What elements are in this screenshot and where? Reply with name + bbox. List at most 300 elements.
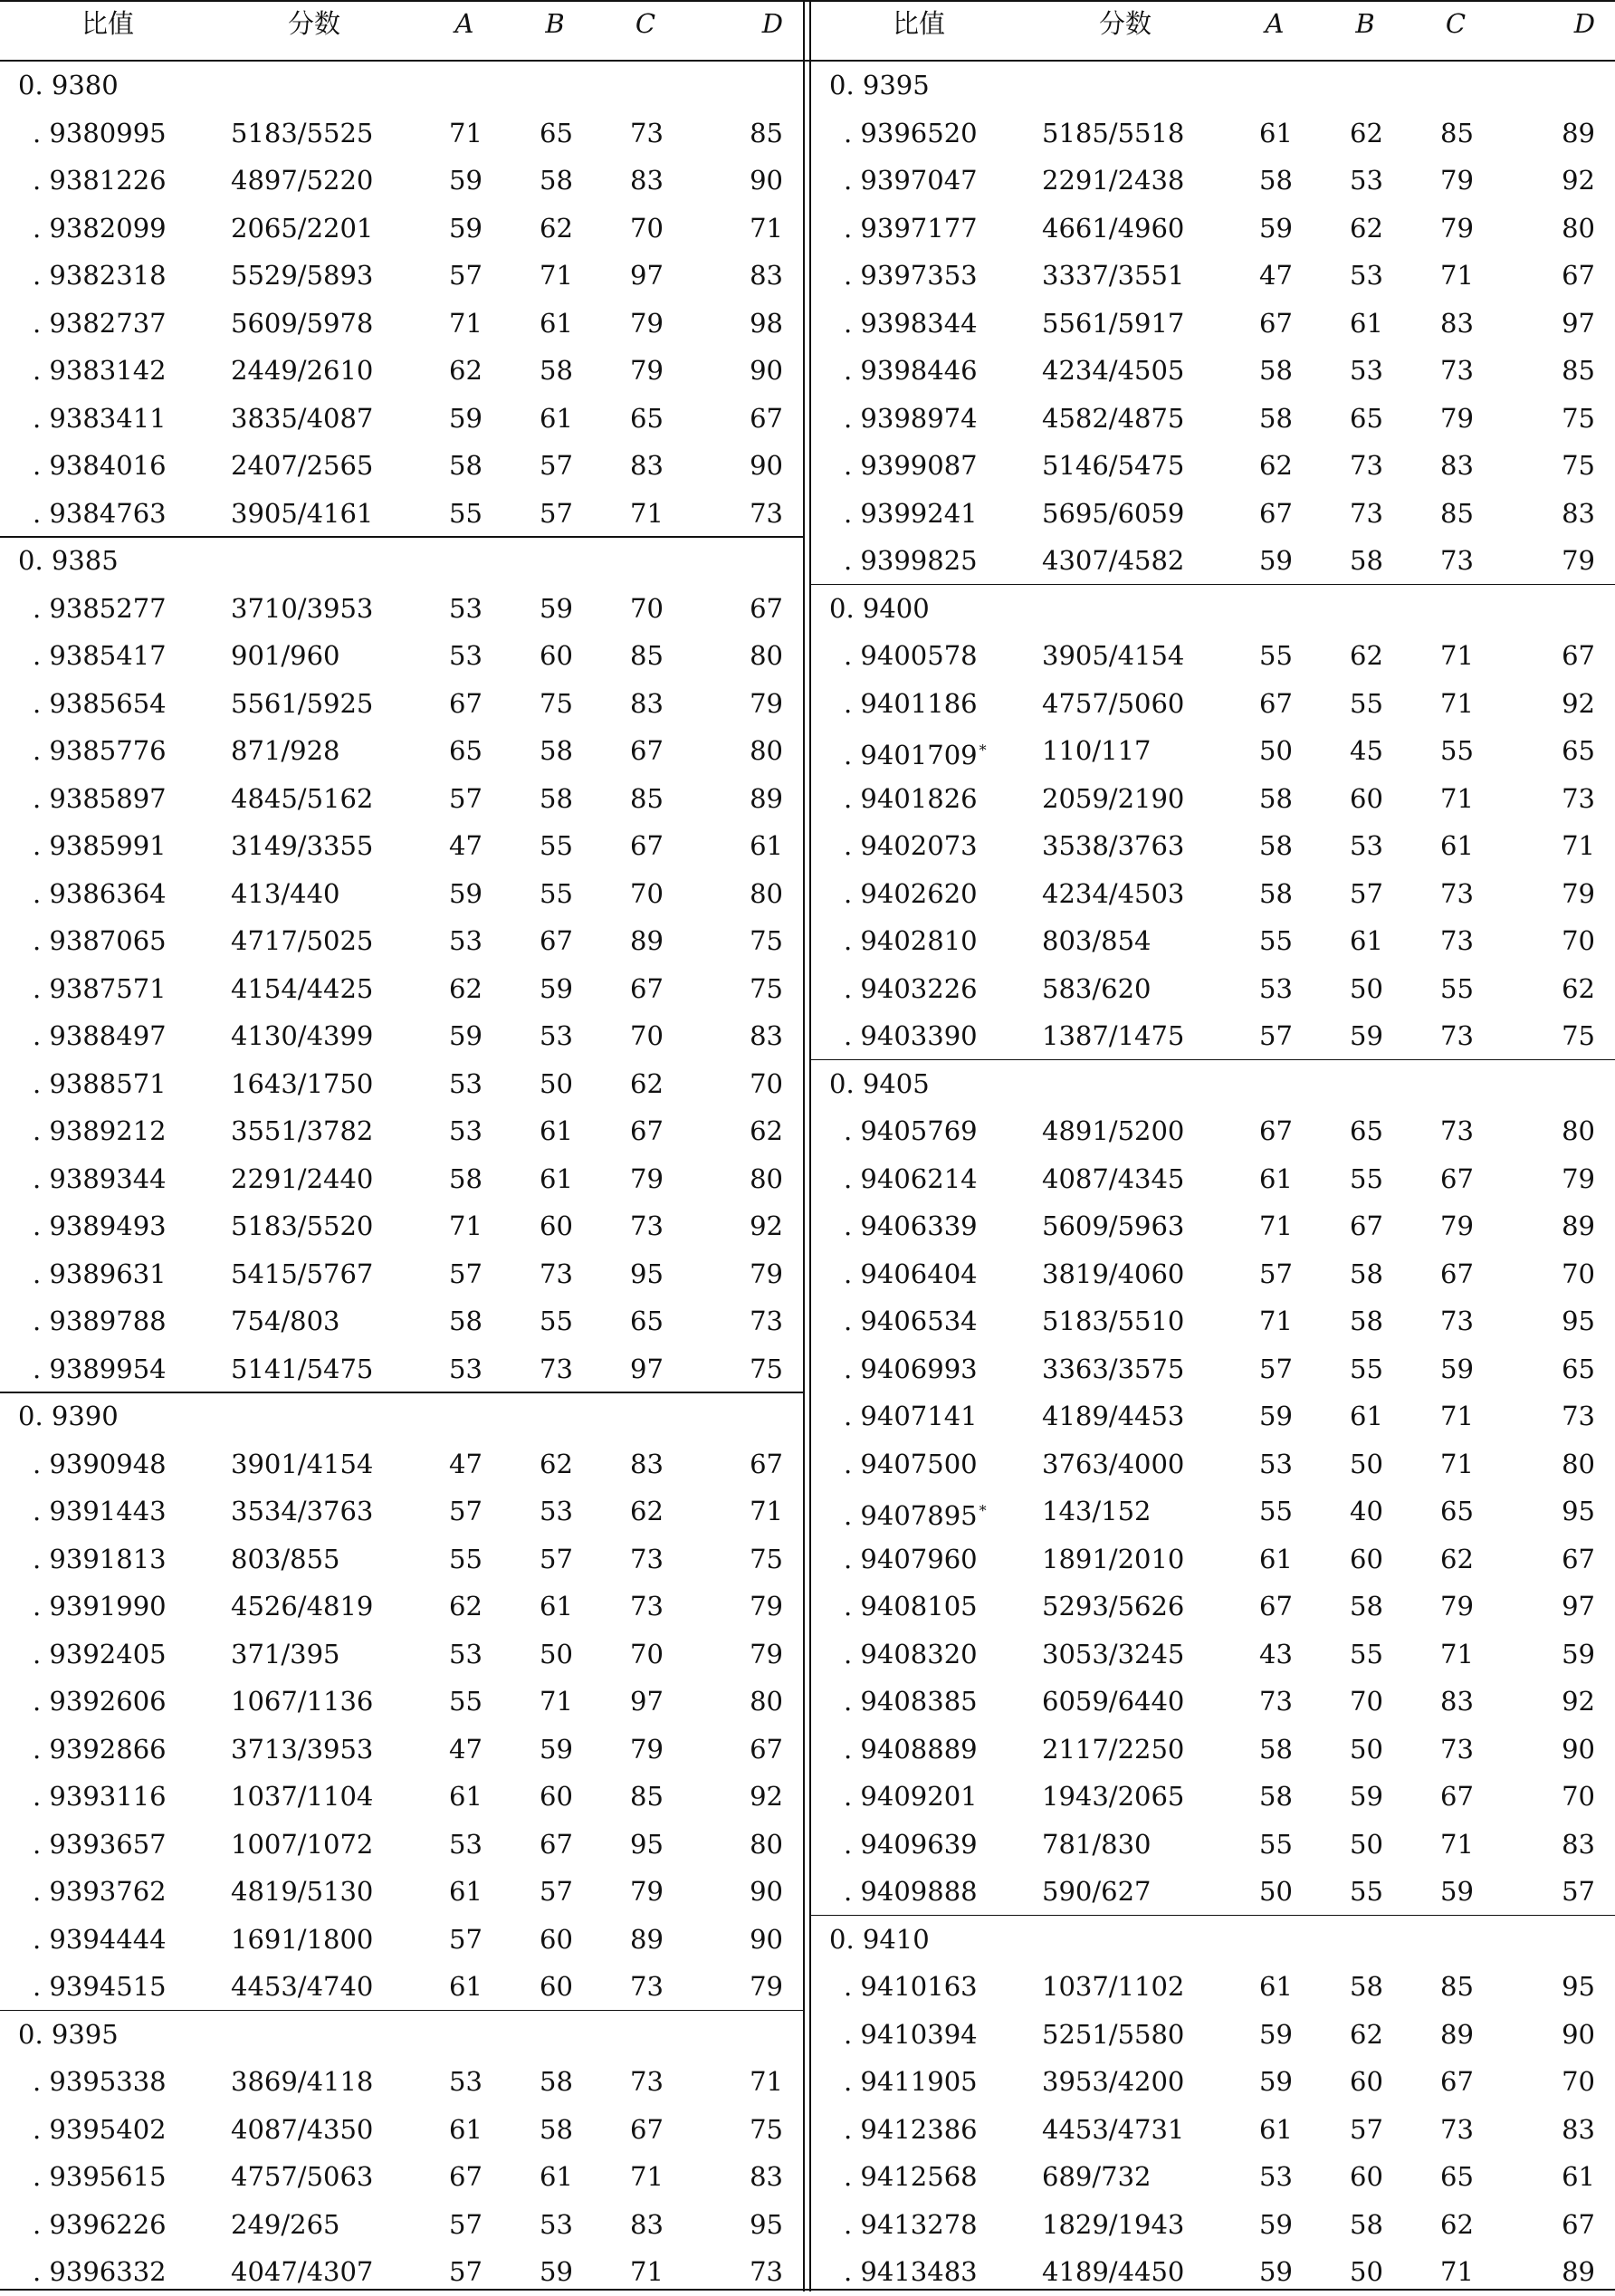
b-cell: 57 — [540, 497, 573, 529]
center-double-rule-left — [803, 0, 805, 2291]
asterisk-mark: * — [979, 1502, 987, 1519]
table-row — [811, 775, 1615, 823]
d-cell: 90 — [750, 165, 783, 196]
table-row — [0, 110, 803, 158]
fraction-cell: 143/152 — [1042, 1496, 1152, 1526]
c-cell: 73 — [1440, 2113, 1474, 2145]
c-cell: 83 — [630, 450, 664, 481]
a-cell: 58 — [1259, 402, 1293, 434]
ratio-value: . 9389493 — [33, 1210, 167, 1241]
ratio-value: . 9393657 — [33, 1828, 167, 1860]
table-row — [811, 965, 1615, 1013]
a-cell: 57 — [449, 782, 483, 814]
ratio-cell — [844, 2058, 978, 2106]
b-cell: 58 — [540, 165, 573, 196]
c-cell: 67 — [1440, 1781, 1474, 1812]
c-cell: 95 — [630, 1258, 664, 1289]
table-row — [811, 1392, 1615, 1440]
table-row — [0, 727, 803, 775]
d-cell: 71 — [750, 1496, 783, 1526]
ratio-value: . 9398446 — [844, 355, 978, 386]
header-ratio: 比值 — [81, 8, 135, 39]
c-cell: 71 — [1440, 1401, 1474, 1431]
header-d: D — [1573, 8, 1595, 39]
fraction-cell: 2117/2250 — [1042, 1733, 1185, 1765]
a-cell: 55 — [1259, 640, 1293, 671]
b-cell: 55 — [1350, 1353, 1383, 1384]
ratio-cell — [829, 1060, 930, 1108]
c-cell: 62 — [1440, 2208, 1474, 2240]
b-cell: 59 — [1350, 1020, 1383, 1051]
b-cell: 53 — [1350, 165, 1383, 196]
ratio-value: . 9403390 — [844, 1020, 978, 1051]
d-cell: 85 — [750, 117, 783, 148]
table-row — [0, 1868, 803, 1916]
fraction-cell: 4047/4307 — [231, 2256, 374, 2287]
a-cell: 62 — [449, 1591, 483, 1622]
a-cell: 59 — [449, 165, 483, 196]
ratio-value: . 9387571 — [33, 972, 167, 1004]
b-cell: 53 — [540, 1020, 573, 1051]
b-cell: 71 — [540, 260, 573, 291]
a-cell: 57 — [449, 260, 483, 291]
ratio-value: . 9386364 — [33, 877, 167, 909]
ratio-cell — [844, 347, 978, 395]
ratio-value: . 9380995 — [33, 117, 167, 148]
a-cell: 73 — [1259, 1686, 1293, 1717]
fraction-cell: 5251/5580 — [1042, 2018, 1185, 2050]
ratio-cell — [844, 1726, 978, 1774]
ratio-cell — [33, 632, 167, 680]
fraction-cell: 5561/5917 — [1042, 307, 1185, 339]
ratio-value: . 9407895 — [844, 1500, 978, 1531]
ratio-value: . 9396332 — [33, 2256, 167, 2287]
fraction-cell: 590/627 — [1042, 1876, 1152, 1907]
ratio-cell — [33, 300, 167, 348]
c-cell: 70 — [630, 592, 664, 624]
a-cell: 57 — [449, 1496, 483, 1526]
fraction-cell: 4897/5220 — [231, 165, 374, 196]
ratio-value: . 9405769 — [844, 1115, 978, 1146]
ratio-cell — [33, 1535, 167, 1583]
fraction-cell: 371/395 — [231, 1638, 340, 1669]
c-cell: 79 — [1440, 1210, 1474, 1241]
table-row — [811, 1297, 1615, 1345]
table-row — [0, 1297, 803, 1345]
ratio-cell — [33, 205, 167, 253]
ratio-cell — [33, 585, 167, 633]
a-cell: 57 — [449, 2208, 483, 2240]
fraction-cell: 4234/4505 — [1042, 355, 1185, 386]
ratio-cell — [844, 537, 978, 585]
b-cell: 57 — [540, 450, 573, 481]
ratio-cell — [33, 1868, 167, 1916]
header-a: A — [454, 8, 474, 39]
group-heading-row — [0, 1392, 803, 1440]
d-cell: 92 — [1562, 165, 1595, 196]
fraction-cell: 781/830 — [1042, 1828, 1152, 1860]
c-cell: 55 — [1440, 735, 1474, 766]
a-cell: 55 — [1259, 1496, 1293, 1526]
d-cell: 95 — [750, 2208, 783, 2240]
table-row — [0, 585, 803, 633]
fraction-cell: 2407/2565 — [231, 450, 374, 481]
fraction-cell: 754/803 — [231, 1306, 340, 1336]
group-heading-row — [811, 1060, 1615, 1108]
a-cell: 47 — [1259, 260, 1293, 291]
a-cell: 71 — [1259, 1210, 1293, 1241]
d-cell: 85 — [1562, 355, 1595, 386]
c-cell: 73 — [1440, 1306, 1474, 1336]
ratio-value: . 9384763 — [33, 497, 167, 529]
a-cell: 65 — [449, 735, 483, 766]
table-row — [811, 2248, 1615, 2296]
ratio-value: . 9388497 — [33, 1020, 167, 1051]
ratio-value: . 9407960 — [844, 1543, 978, 1574]
b-cell: 45 — [1350, 735, 1383, 766]
fraction-cell: 5185/5518 — [1042, 117, 1185, 148]
ratio-cell — [33, 870, 167, 918]
fraction-cell: 5529/5893 — [231, 260, 374, 291]
c-cell: 67 — [1440, 1162, 1474, 1194]
c-cell: 83 — [1440, 1686, 1474, 1717]
table-row — [811, 537, 1615, 585]
table-row — [811, 252, 1615, 300]
b-cell: 50 — [1350, 972, 1383, 1004]
a-cell: 59 — [1259, 2066, 1293, 2097]
ratio-cell — [18, 537, 119, 585]
c-cell: 71 — [1440, 1828, 1474, 1860]
b-cell: 60 — [540, 1971, 573, 2002]
ratio-value: . 9391443 — [33, 1496, 167, 1526]
ratio-value: . 9406339 — [844, 1210, 978, 1241]
ratio-value: . 9391990 — [33, 1591, 167, 1622]
d-cell: 79 — [750, 1258, 783, 1289]
table-row — [0, 2248, 803, 2296]
c-cell: 73 — [1440, 877, 1474, 909]
c-cell: 73 — [1440, 355, 1474, 386]
d-cell: 89 — [1562, 2256, 1595, 2287]
c-cell: 67 — [630, 1115, 664, 1146]
ratio-value: . 9406214 — [844, 1162, 978, 1194]
a-cell: 59 — [1259, 2018, 1293, 2050]
ratio-cell — [844, 1012, 978, 1060]
c-cell: 85 — [1440, 1971, 1474, 2002]
fraction-cell: 4757/5063 — [231, 2161, 374, 2192]
d-cell: 62 — [750, 1115, 783, 1146]
ratio-cell — [33, 1916, 167, 1964]
b-cell: 40 — [1350, 1496, 1383, 1526]
ratio-cell — [844, 1250, 978, 1298]
d-cell: 80 — [750, 640, 783, 671]
ratio-cell — [844, 1821, 978, 1869]
fraction-cell: 1387/1475 — [1042, 1020, 1185, 1051]
d-cell: 71 — [1562, 830, 1595, 861]
ratio-value: 0. 9385 — [18, 545, 119, 576]
b-cell: 62 — [540, 1448, 573, 1479]
c-cell: 71 — [630, 2256, 664, 2287]
b-cell: 59 — [540, 592, 573, 624]
fraction-cell: 4234/4503 — [1042, 877, 1185, 909]
b-cell: 55 — [1350, 687, 1383, 719]
a-cell: 53 — [449, 1638, 483, 1669]
table-row — [811, 395, 1615, 443]
a-cell: 59 — [1259, 2208, 1293, 2240]
d-cell: 79 — [1562, 545, 1595, 576]
a-cell: 53 — [449, 2066, 483, 2097]
c-cell: 79 — [1440, 165, 1474, 196]
ratio-value: . 9389212 — [33, 1115, 167, 1146]
c-cell: 67 — [630, 830, 664, 861]
d-cell: 80 — [1562, 1115, 1595, 1146]
fraction-cell: 689/732 — [1042, 2161, 1152, 2192]
d-cell: 71 — [750, 212, 783, 244]
fraction-cell: 4661/4960 — [1042, 212, 1185, 244]
table-row — [811, 1345, 1615, 1393]
fraction-cell: 110/117 — [1042, 735, 1152, 766]
d-cell: 80 — [750, 735, 783, 766]
d-cell: 80 — [750, 1162, 783, 1194]
a-cell: 53 — [449, 1067, 483, 1099]
ratio-cell — [33, 157, 167, 205]
ratio-cell — [33, 1012, 167, 1060]
fraction-cell: 5561/5925 — [231, 687, 374, 719]
group-heading-row — [0, 2011, 803, 2059]
ratio-value: . 9406404 — [844, 1258, 978, 1289]
ratio-cell — [33, 252, 167, 300]
ratio-cell — [844, 2106, 978, 2154]
ratio-value: . 9396520 — [844, 117, 978, 148]
table-row — [0, 252, 803, 300]
ratio-cell — [33, 1583, 167, 1631]
b-cell: 60 — [540, 1923, 573, 1955]
ratio-value: . 9413278 — [844, 2208, 978, 2240]
table-row — [0, 300, 803, 348]
c-cell: 79 — [630, 1733, 664, 1765]
ratio-value: . 9408889 — [844, 1733, 978, 1765]
table-row — [811, 1678, 1615, 1726]
ratio-value: . 9382099 — [33, 212, 167, 244]
d-cell: 80 — [1562, 212, 1595, 244]
ratio-value: 0. 9395 — [829, 70, 930, 100]
fraction-cell: 3905/4154 — [1042, 640, 1185, 671]
b-cell: 58 — [1350, 2208, 1383, 2240]
ratio-value: . 9389631 — [33, 1258, 167, 1289]
c-cell: 59 — [1440, 1353, 1474, 1384]
table-row — [0, 775, 803, 823]
ratio-value: . 9385897 — [33, 782, 167, 814]
table-row — [811, 727, 1615, 775]
header-b: B — [1355, 8, 1375, 39]
fraction-cell: 1037/1104 — [231, 1781, 374, 1812]
c-cell: 89 — [630, 1923, 664, 1955]
d-cell: 75 — [1562, 402, 1595, 434]
b-cell: 50 — [1350, 1448, 1383, 1479]
ratio-cell — [844, 1583, 978, 1631]
c-cell: 83 — [1440, 450, 1474, 481]
fraction-cell: 3905/4161 — [231, 497, 374, 529]
a-cell: 59 — [449, 1020, 483, 1051]
table-row — [811, 870, 1615, 918]
fraction-cell: 2065/2201 — [231, 212, 374, 244]
d-cell: 73 — [750, 2256, 783, 2287]
d-cell: 90 — [750, 355, 783, 386]
b-cell: 55 — [1350, 1638, 1383, 1669]
ratio-value: . 9388571 — [33, 1067, 167, 1099]
table-row — [811, 1155, 1615, 1203]
d-cell: 79 — [1562, 877, 1595, 909]
c-cell: 83 — [1440, 307, 1474, 339]
ratio-cell — [33, 1963, 167, 2011]
ratio-cell — [33, 1297, 167, 1345]
b-cell: 50 — [1350, 2256, 1383, 2287]
table-row — [811, 1440, 1615, 1488]
table-row — [811, 205, 1615, 253]
b-cell: 58 — [540, 2066, 573, 2097]
a-cell: 61 — [1259, 2113, 1293, 2145]
ratio-cell — [844, 1535, 978, 1583]
table-row — [0, 2201, 803, 2249]
a-cell: 71 — [1259, 1306, 1293, 1336]
ratio-value: . 9411905 — [844, 2066, 978, 2097]
asterisk-mark: * — [979, 741, 987, 759]
c-cell: 73 — [1440, 1020, 1474, 1051]
ratio-cell — [33, 1107, 167, 1155]
fraction-cell: 3551/3782 — [231, 1115, 374, 1146]
d-cell: 95 — [1562, 1496, 1595, 1526]
b-cell: 61 — [540, 307, 573, 339]
c-cell: 97 — [630, 1353, 664, 1384]
fraction-cell: 2291/2438 — [1042, 165, 1185, 196]
d-cell: 89 — [1562, 1210, 1595, 1241]
table-row — [0, 1012, 803, 1060]
d-cell: 83 — [1562, 1828, 1595, 1860]
ratio-cell — [844, 1202, 978, 1250]
c-cell: 67 — [630, 735, 664, 766]
b-cell: 60 — [540, 1210, 573, 1241]
b-cell: 70 — [1350, 1686, 1383, 1717]
ratio-value: . 9401709 — [844, 740, 978, 770]
ratio-cell — [33, 1821, 167, 1869]
ratio-value: . 9398974 — [844, 402, 978, 434]
ratio-cell — [33, 680, 167, 728]
b-cell: 50 — [540, 1638, 573, 1669]
b-cell: 61 — [1350, 1401, 1383, 1431]
ratio-cell — [844, 2201, 978, 2249]
ratio-cell — [33, 442, 167, 490]
a-cell: 62 — [1259, 450, 1293, 481]
d-cell: 83 — [750, 260, 783, 291]
ratio-cell — [844, 1773, 978, 1821]
c-cell: 71 — [1440, 1638, 1474, 1669]
a-cell: 58 — [1259, 877, 1293, 909]
fraction-cell: 1643/1750 — [231, 1067, 374, 1099]
a-cell: 53 — [449, 1115, 483, 1146]
table-row — [0, 1107, 803, 1155]
d-cell: 79 — [750, 1971, 783, 2002]
d-cell: 73 — [1562, 1401, 1595, 1431]
c-cell: 62 — [1440, 1543, 1474, 1574]
ratio-value: . 9408385 — [844, 1686, 978, 1717]
table-row — [811, 680, 1615, 728]
table-row — [0, 490, 803, 538]
a-cell: 67 — [449, 2161, 483, 2192]
ratio-value: . 9399241 — [844, 497, 978, 529]
c-cell: 73 — [1440, 1115, 1474, 1146]
ratio-cell — [844, 680, 978, 728]
d-cell: 75 — [750, 972, 783, 1004]
b-cell: 59 — [540, 972, 573, 1004]
c-cell: 70 — [630, 1638, 664, 1669]
fraction-cell: 3953/4200 — [1042, 2066, 1185, 2097]
table-row — [811, 1535, 1615, 1583]
c-cell: 70 — [630, 877, 664, 909]
table-row — [811, 442, 1615, 490]
d-cell: 67 — [1562, 1543, 1595, 1574]
b-cell: 61 — [540, 2161, 573, 2192]
fraction-cell: 4130/4399 — [231, 1020, 374, 1051]
left-column — [0, 0, 803, 2291]
d-cell: 90 — [750, 1923, 783, 1955]
a-cell: 58 — [1259, 355, 1293, 386]
ratio-value: 0. 9380 — [18, 70, 119, 100]
ratio-value: . 9395338 — [33, 2066, 167, 2097]
a-cell: 53 — [449, 1353, 483, 1384]
fraction-cell: 2291/2440 — [231, 1162, 374, 1194]
d-cell: 75 — [750, 1543, 783, 1574]
fraction-cell: 4526/4819 — [231, 1591, 374, 1622]
ratio-cell — [844, 1392, 978, 1440]
d-cell: 83 — [750, 1020, 783, 1051]
table-row — [811, 1012, 1615, 1060]
a-cell: 67 — [1259, 687, 1293, 719]
b-cell: 57 — [540, 1543, 573, 1574]
ratio-value: . 9392606 — [33, 1686, 167, 1717]
c-cell: 79 — [630, 355, 664, 386]
ratio-value: . 9406534 — [844, 1306, 978, 1336]
header-d: D — [761, 8, 783, 39]
a-cell: 67 — [449, 687, 483, 719]
c-cell: 97 — [630, 1686, 664, 1717]
a-cell: 59 — [449, 402, 483, 434]
header-c: C — [635, 8, 656, 39]
c-cell: 73 — [630, 117, 664, 148]
d-cell: 75 — [750, 1353, 783, 1384]
ratio-value: . 9383142 — [33, 355, 167, 386]
a-cell: 53 — [1259, 2161, 1293, 2192]
fraction-cell: 249/265 — [231, 2208, 340, 2240]
b-cell: 67 — [540, 925, 573, 956]
ratio-cell — [844, 300, 978, 348]
ratio-value: . 9394444 — [33, 1923, 167, 1955]
a-cell: 57 — [449, 1258, 483, 1289]
d-cell: 83 — [1562, 2113, 1595, 2145]
d-cell: 70 — [1562, 1258, 1595, 1289]
fraction-cell: 3869/4118 — [231, 2066, 374, 2097]
a-cell: 53 — [449, 592, 483, 624]
table-row — [0, 965, 803, 1013]
ratio-value: . 9390948 — [33, 1448, 167, 1479]
c-cell: 65 — [1440, 1496, 1474, 1526]
fraction-cell: 3149/3355 — [231, 830, 374, 861]
ratio-cell — [18, 62, 119, 110]
b-cell: 55 — [540, 830, 573, 861]
b-cell: 62 — [1350, 2018, 1383, 2050]
column-header-row — [811, 0, 1615, 48]
d-cell: 73 — [1562, 782, 1595, 814]
table-row — [0, 870, 803, 918]
b-cell: 60 — [540, 1781, 573, 1812]
